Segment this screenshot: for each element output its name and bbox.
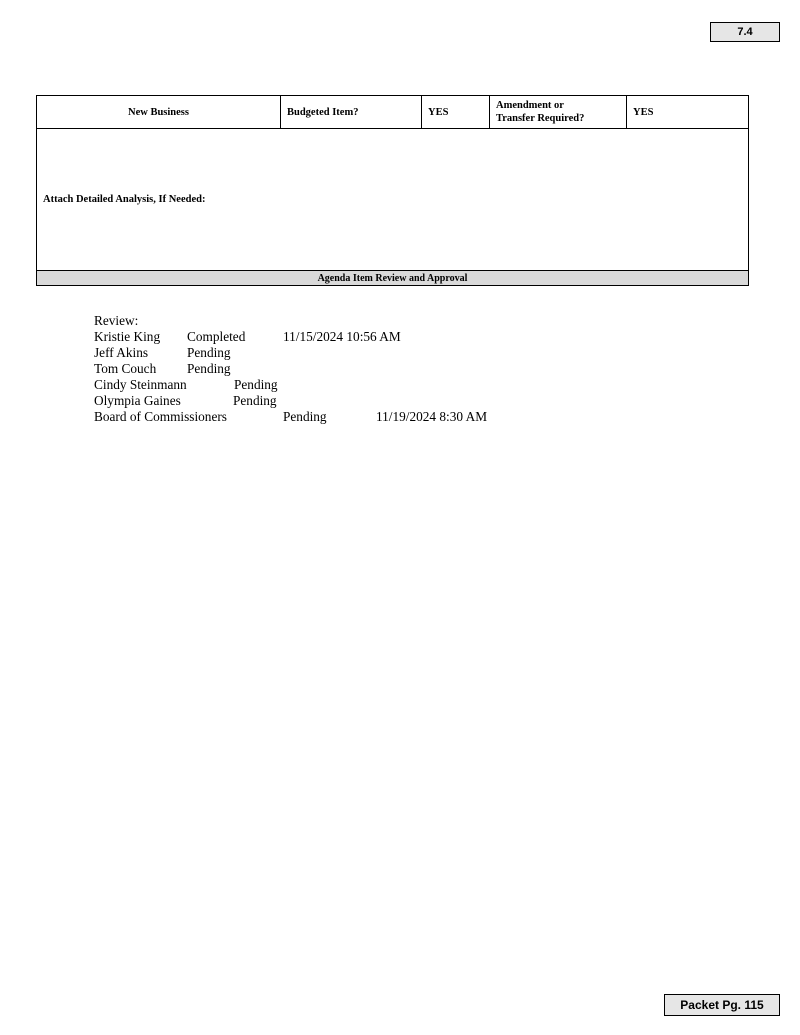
review-heading: Review: <box>94 313 139 328</box>
review-entry <box>94 393 277 409</box>
agenda-item-number-badge: 7.4 <box>710 22 780 42</box>
budgeted-item-value: YES <box>422 96 490 129</box>
reviewer-name: Board of Commissioners <box>94 409 227 424</box>
review-entry <box>94 345 231 361</box>
budgeted-item-label: Budgeted Item? <box>281 96 422 129</box>
packet-page-badge: Packet Pg. 115 <box>664 994 780 1016</box>
review-status: Completed <box>187 329 246 344</box>
amendment-label-line1: Amendment or <box>496 100 564 111</box>
reviewer-name: Jeff Akins <box>94 345 149 360</box>
reviewer-name: Tom Couch <box>94 361 157 376</box>
analysis-row <box>37 129 749 271</box>
review-status: Pending <box>283 409 327 424</box>
approval-header-row <box>37 271 749 286</box>
review-entry <box>94 361 231 377</box>
review-timestamp: 11/15/2024 10:56 AM <box>283 329 401 344</box>
amendment-value: YES <box>627 96 749 129</box>
review-status: Pending <box>187 345 231 360</box>
agenda-item-form-table <box>36 95 749 286</box>
review-status: Pending <box>233 393 277 408</box>
analysis-label: Attach Detailed Analysis, If Needed: <box>37 129 749 271</box>
review-entry <box>94 377 278 393</box>
reviewer-name: Olympia Gaines <box>94 393 181 408</box>
approval-header: Agenda Item Review and Approval <box>37 271 749 286</box>
review-entry <box>94 409 488 425</box>
amendment-label <box>490 96 627 129</box>
review-section <box>94 313 488 425</box>
reviewer-name: Cindy Steinmann <box>94 377 187 392</box>
review-status: Pending <box>187 361 231 376</box>
category-cell: New Business <box>37 96 281 129</box>
review-entry <box>94 329 401 345</box>
review-status: Pending <box>234 377 278 392</box>
amendment-label-line2: Transfer Required? <box>496 113 585 124</box>
form-header-row <box>37 96 749 129</box>
review-timestamp: 11/19/2024 8:30 AM <box>376 409 488 424</box>
reviewer-name: Kristie King <box>94 329 161 344</box>
